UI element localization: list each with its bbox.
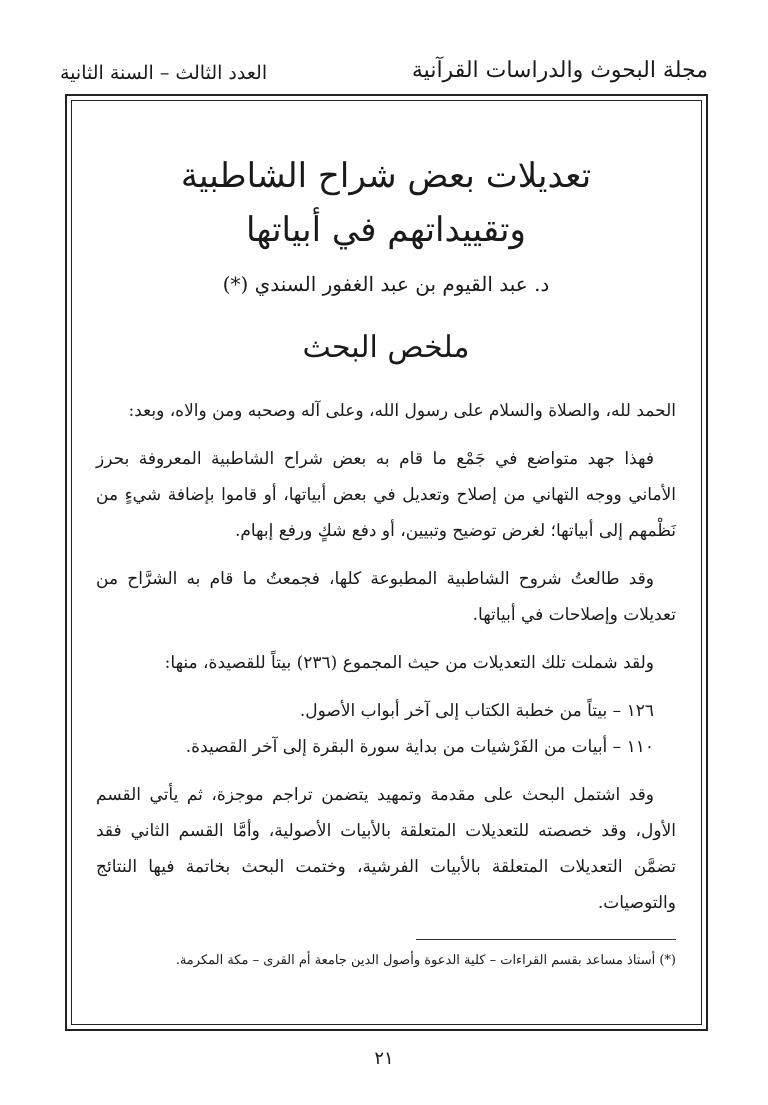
paragraph-closing: وقد اشتمل البحث على مقدمة وتمهيد يتضمن تراجم موجزة، ثم يأتي القسم الأول، وقد خصصته للتعديلات المتعلقة بالأبيات الأصولية، وأمَّا القسم الثاني فقد تضمَّن التعديلات المتعلقة بالأبيات الفرشية، وختمت البحث بخاتمة فيها النتائج والتوصيات.	[96, 785, 676, 913]
footnote: (*) أستاذ مساعد بقسم القراءات – كلية الدعوة وأصول الدين جامعة أم القرى – مكة المكرمة.	[175, 953, 676, 968]
page-number: ٢١	[374, 1048, 394, 1069]
article-title-line1: تعديلات بعض شراح الشاطبية	[180, 156, 592, 196]
paragraph-opening: الحمد لله، والصلاة والسلام على رسول الله، وعلى آله وصحبه ومن والاه، وبعد:	[128, 401, 676, 421]
summary-heading: ملخص البحث	[302, 330, 470, 365]
paragraph-body: فهذا جهد متواضع في جَمْع ما قام به بعض شراح الشاطبية المعروفة بحرز الأماني ووجه التهاني من إصلاح وتعديل في بعض أبياتها، أو قاموا بإضافة شيءٍ من نَظْمهم إلى أبياتها؛ لغرض توضيح وتبيين، أو دفع شكٍ ورفع إبهام.	[96, 449, 676, 541]
footnote-separator	[416, 939, 676, 940]
article-content	[96, 110, 676, 972]
issue-header: العدد الثالث – السنة الثانية	[60, 62, 268, 84]
journal-header: مجلة البحوث والدراسات القرآنية	[411, 58, 708, 83]
paragraph-body: ولقد شملت تلك التعديلات من حيث المجموع (٢٣٦) بيتاً للقصيدة، منها:	[164, 653, 654, 673]
article-title-line2: وتقييداتهم في أبياتها	[246, 210, 526, 250]
author-name: د. عبد القيوم بن عبد الغفور السندي (*)	[222, 272, 550, 296]
list-item: ١٢٦ – بيتاً من خطبة الكتاب إلى آخر أبواب الأصول.	[299, 701, 654, 721]
paragraph-body: وقد طالعتُ شروح الشاطبية المطبوعة كلها، فجمعتُ ما قام به الشرَّاح من تعديلات وإصلاحات في أبياتها.	[96, 569, 676, 625]
list-item: ١١٠ – أبيات من الفَرْشيات من بداية سورة البقرة إلى آخر القصيدة.	[185, 737, 654, 757]
